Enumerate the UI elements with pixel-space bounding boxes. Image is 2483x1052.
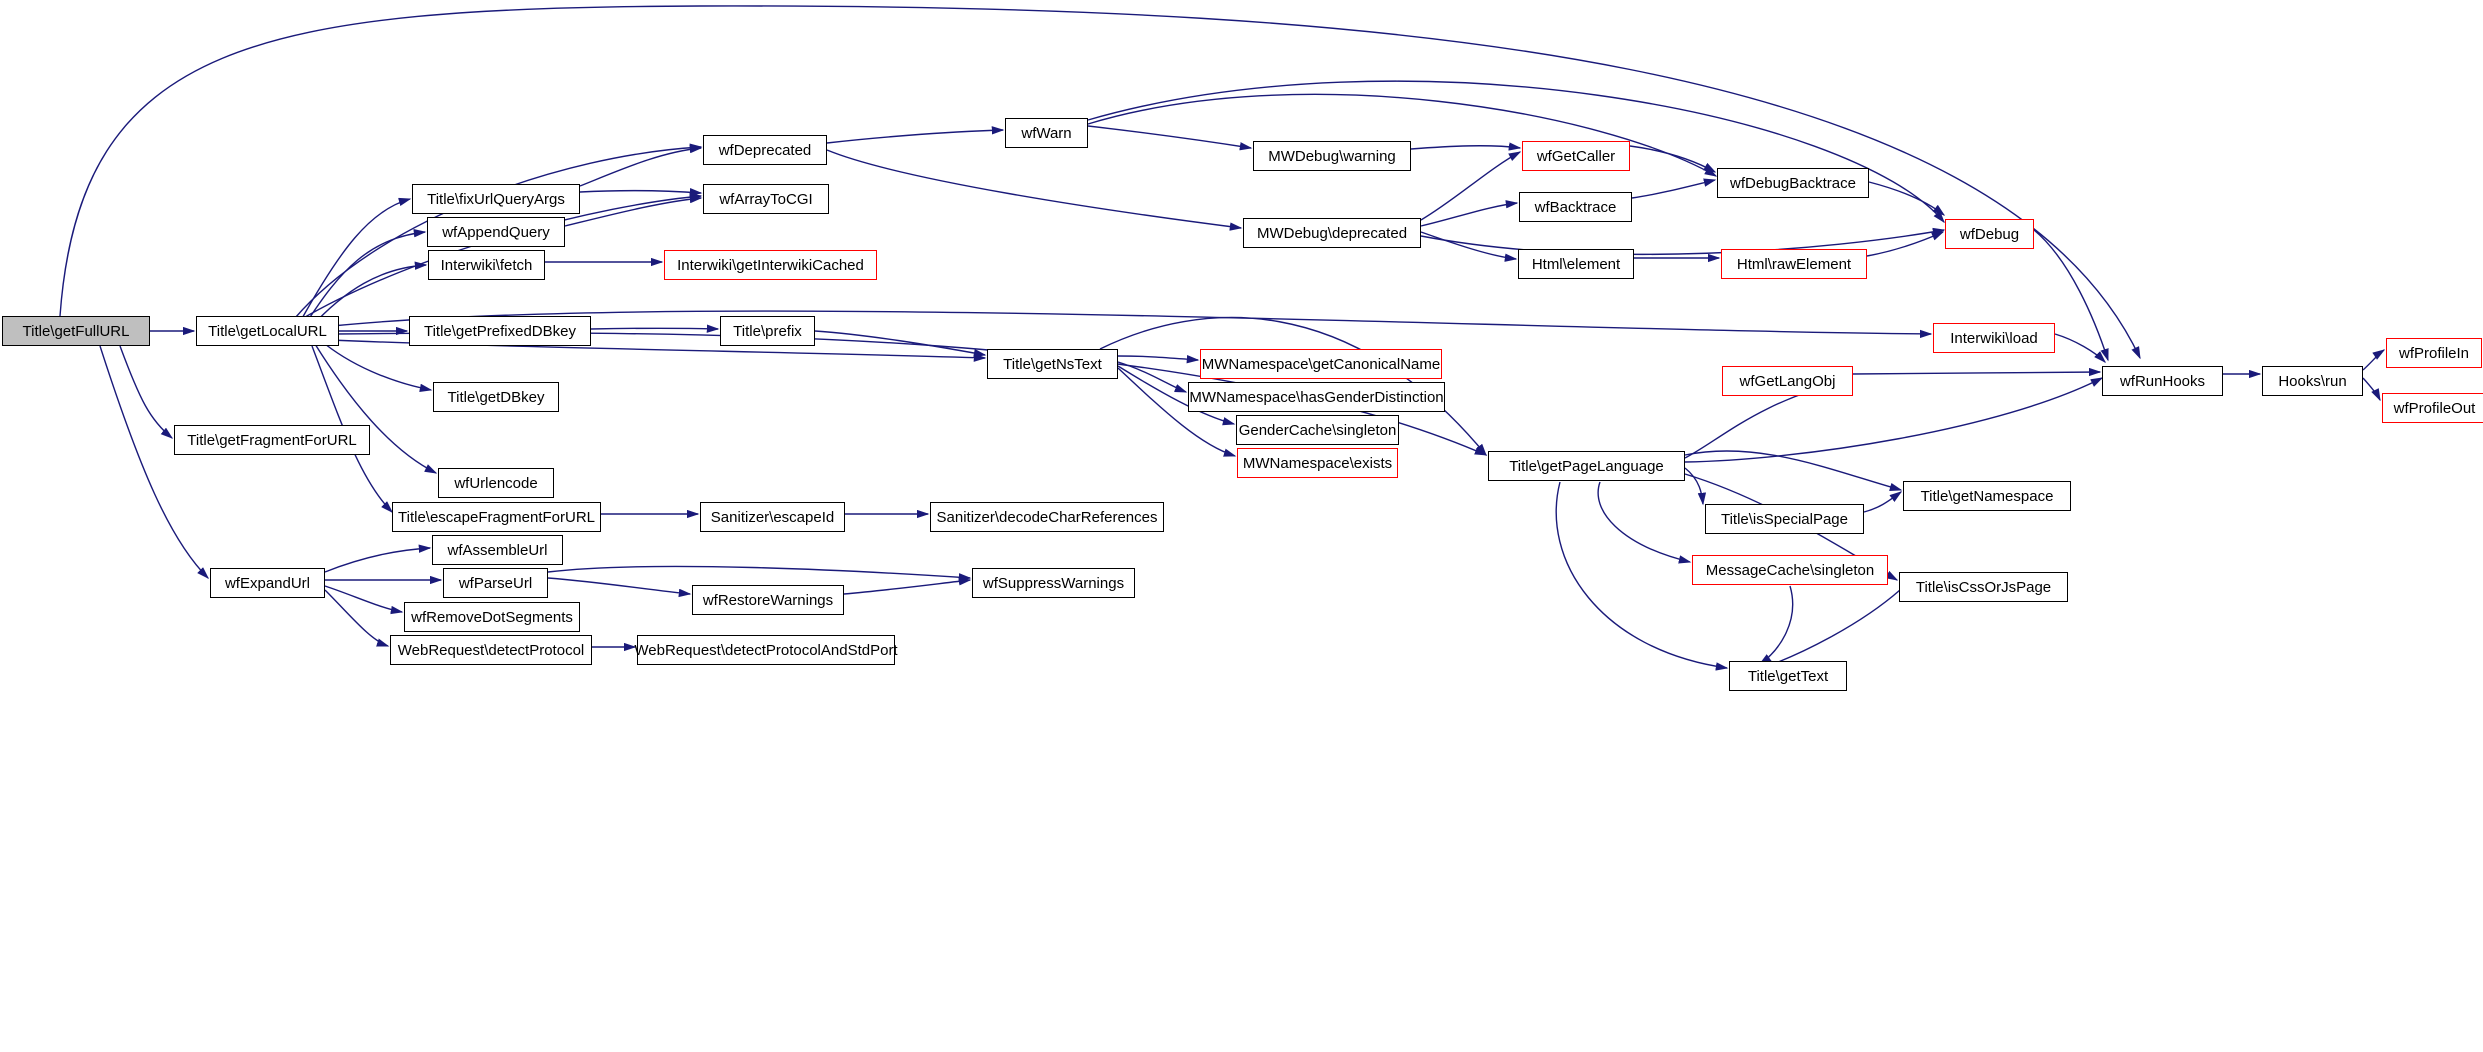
graph-node-n40[interactable] <box>2386 338 2482 368</box>
graph-node-n6[interactable] <box>433 382 559 412</box>
graph-node-n49[interactable] <box>1729 661 1847 691</box>
graph-node-n41[interactable] <box>2382 393 2483 423</box>
graph-node-label: Title\getPageLanguage <box>1509 457 1664 475</box>
graph-node-n19[interactable] <box>930 502 1164 532</box>
graph-node-n15[interactable] <box>634 635 898 665</box>
graph-node-n20[interactable] <box>703 184 829 214</box>
graph-node-n33[interactable] <box>1519 192 1632 222</box>
graph-node-label: GenderCache\singleton <box>1238 421 1397 439</box>
graph-node-n31[interactable] <box>1243 218 1421 248</box>
graph-node-n22[interactable] <box>720 316 815 346</box>
graph-node-label: wfProfileOut <box>2393 399 2476 417</box>
graph-node-label: wfProfileIn <box>2398 344 2470 362</box>
graph-node-n26[interactable] <box>1236 415 1399 445</box>
graph-node-n8[interactable] <box>438 468 554 498</box>
graph-node-n34[interactable] <box>1518 249 1634 279</box>
graph-node-label: Title\getLocalURL <box>208 322 327 340</box>
graph-node-n18[interactable] <box>700 502 845 532</box>
graph-node-label: MWNamespace\hasGenderDistinction <box>1189 388 1444 406</box>
graph-node-n28[interactable] <box>703 135 827 165</box>
graph-node-label: Hooks\run <box>2278 372 2347 390</box>
graph-node-label: Html\element <box>1531 255 1621 273</box>
graph-node-n38[interactable] <box>2102 366 2223 396</box>
graph-node-n36[interactable] <box>1717 168 1869 198</box>
graph-node-n24[interactable] <box>1200 349 1442 379</box>
graph-node-n45[interactable] <box>1705 504 1864 534</box>
graph-node-label: Title\getPrefixedDBkey <box>423 322 576 340</box>
graph-node-label: wfAppendQuery <box>442 223 550 241</box>
graph-node-n5[interactable] <box>409 316 591 346</box>
graph-node-n37[interactable] <box>1945 219 2034 249</box>
graph-node-label: wfRunHooks <box>2119 372 2206 390</box>
graph-node-n25[interactable] <box>1188 382 1445 412</box>
graph-node-n32[interactable] <box>1522 141 1630 171</box>
graph-node-label: wfDeprecated <box>718 141 812 159</box>
graph-node-n9[interactable] <box>392 502 601 532</box>
graph-node-n30[interactable] <box>1253 141 1411 171</box>
graph-node-n44[interactable] <box>1488 451 1685 481</box>
graph-node-n10[interactable] <box>210 568 325 598</box>
graph-node-n3[interactable] <box>427 217 565 247</box>
graph-node-n11[interactable] <box>432 535 563 565</box>
graph-node-n2[interactable] <box>412 184 580 214</box>
graph-node-n46[interactable] <box>1903 481 2071 511</box>
graph-node-n16[interactable] <box>692 585 844 615</box>
graph-node-n43[interactable] <box>1722 366 1853 396</box>
graph-node-label: Title\escapeFragmentForURL <box>398 508 596 526</box>
graph-node-n4[interactable] <box>428 250 545 280</box>
graph-node-label: Title\getNsText <box>1003 355 1102 373</box>
graph-node-label: wfParseUrl <box>458 574 533 592</box>
graph-node-label: wfBacktrace <box>1534 198 1617 216</box>
graph-node-label: MWNamespace\exists <box>1242 454 1393 472</box>
graph-node-label: wfArrayToCGI <box>719 190 813 208</box>
graph-node-n42[interactable] <box>1933 323 2055 353</box>
graph-node-label: Title\getText <box>1747 667 1829 685</box>
graph-node-n47[interactable] <box>1692 555 1888 585</box>
graph-node-label: Title\prefix <box>733 322 802 340</box>
graph-node-label: Title\isSpecialPage <box>1720 510 1848 528</box>
graph-node-label: Sanitizer\decodeCharReferences <box>936 508 1158 526</box>
graph-node-label: MWDebug\deprecated <box>1256 224 1408 242</box>
graph-node-n39[interactable] <box>2262 366 2363 396</box>
graph-node-label: Title\getFragmentForURL <box>187 431 357 449</box>
graph-node-n27[interactable] <box>1237 448 1398 478</box>
graph-node-label: Title\getDBkey <box>447 388 545 406</box>
graph-node-n48[interactable] <box>1899 572 2068 602</box>
graph-node-label: wfDebugBacktrace <box>1730 174 1856 192</box>
graph-node-label: wfGetLangObj <box>1739 372 1836 390</box>
graph-node-label: wfRestoreWarnings <box>702 591 834 609</box>
graph-node-label: wfDebug <box>1959 225 2020 243</box>
graph-node-label: Title\fixUrlQueryArgs <box>427 190 565 208</box>
graph-node-label: wfExpandUrl <box>224 574 311 592</box>
graph-node-label: Html\rawElement <box>1736 255 1852 273</box>
graph-node-label: Interwiki\getInterwikiCached <box>677 256 864 274</box>
graph-node-n23[interactable] <box>987 349 1118 379</box>
graph-node-label: Title\getFullURL <box>22 322 130 340</box>
graph-node-label: Title\getNamespace <box>1920 487 2054 505</box>
graph-node-n12[interactable] <box>443 568 548 598</box>
graph-node-label: wfSuppressWarnings <box>982 574 1125 592</box>
graph-node-n0[interactable] <box>2 316 150 346</box>
graph-node-label: MWDebug\warning <box>1268 147 1396 165</box>
graph-node-n1[interactable] <box>196 316 339 346</box>
graph-node-n17[interactable] <box>972 568 1135 598</box>
graph-node-n35[interactable] <box>1721 249 1867 279</box>
graph-node-label: wfAssembleUrl <box>447 541 548 559</box>
graph-node-label: wfUrlencode <box>454 474 538 492</box>
graph-node-n21[interactable] <box>664 250 877 280</box>
graph-node-label: WebRequest\detectProtocol <box>397 641 585 659</box>
graph-node-label: Title\isCssOrJsPage <box>1915 578 2052 596</box>
graph-node-label: WebRequest\detectProtocolAndStdPort <box>634 641 898 659</box>
graph-node-n29[interactable] <box>1005 118 1088 148</box>
graph-node-n13[interactable] <box>404 602 580 632</box>
graph-node-n14[interactable] <box>390 635 592 665</box>
graph-node-n7[interactable] <box>174 425 370 455</box>
graph-node-label: MWNamespace\getCanonicalName <box>1201 355 1441 373</box>
graph-node-label: MessageCache\singleton <box>1705 561 1875 579</box>
graph-node-label: Interwiki\load <box>1950 329 2038 347</box>
graph-node-label: wfWarn <box>1021 124 1072 142</box>
graph-node-label: Sanitizer\escapeId <box>710 508 835 526</box>
graph-node-label: wfRemoveDotSegments <box>411 608 573 626</box>
graph-node-label: wfGetCaller <box>1536 147 1616 165</box>
graph-node-label: Interwiki\fetch <box>440 256 533 274</box>
